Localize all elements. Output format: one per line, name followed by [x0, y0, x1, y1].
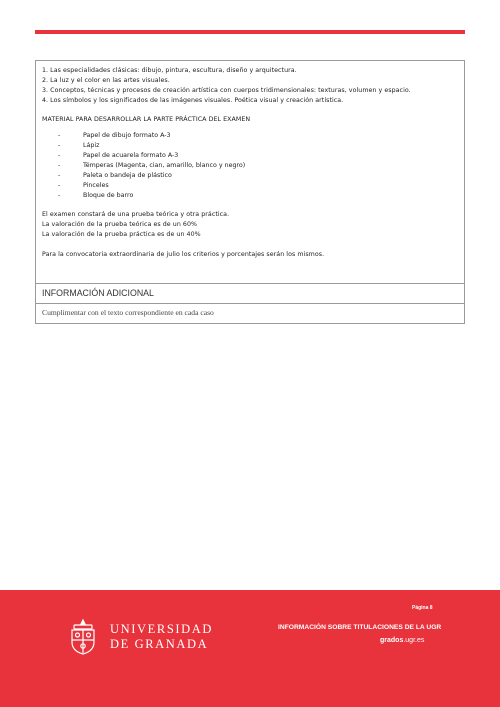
list-item: - Bloque de barro [58, 192, 134, 199]
extraordinary-note: Para la convocatoria extraordinaria de julio los criterios y porcentajes serán los mismos. [42, 251, 325, 258]
theory-weight: La valoración de la prueba teórica es de un 60% [42, 221, 198, 228]
list-item: - Papel de dibujo formato A-3 [58, 132, 171, 139]
exam-structure: El examen constará de una prueba teórica y otra práctica. [42, 211, 230, 218]
list-item: - Témperas (Magenta, cian, amarillo, blanco y negro) [58, 162, 246, 169]
additional-info-heading: INFORMACIÓN ADICIONAL [35, 284, 465, 304]
content-item-3: 3. Conceptos, técnicas y procesos de creación artística con cuerpos tridimensionales: texturas, volumen y espacio. [42, 87, 411, 94]
list-item: - Lápiz [58, 142, 100, 149]
footer-band [0, 590, 500, 707]
list-item: - Pinceles [58, 182, 109, 189]
page-number: Página 8 [412, 605, 433, 611]
content-item-1: 1. Las especialidades clásicas: dibujo, pintura, escultura, diseño y arquitectura. [42, 67, 297, 74]
list-item: - Papel de acuarela formato A-3 [58, 152, 179, 159]
titles-info-heading: INFORMACIÓN SOBRE TITULACIONES DE LA UGR [278, 624, 442, 631]
university-seal-icon [68, 618, 98, 656]
materials-heading: MATERIAL PARA DESARROLLAR LA PARTE PRÁCTICA DEL EXAMEN [42, 116, 251, 123]
grados-link[interactable]: grados.ugr.es [380, 637, 425, 644]
header-rule [35, 30, 465, 34]
exam-content-box [35, 60, 465, 284]
materials-list [42, 131, 458, 201]
additional-info-body: Cumplimentar con el texto correspondiente en cada caso [35, 304, 465, 324]
content-item-2: 2. La luz y el color en las artes visuales. [42, 77, 170, 84]
content-item-4: 4. Los símbolos y los significados de las imágenes visuales. Poética visual y creación artística. [42, 97, 344, 104]
practice-weight: La valoración de la prueba práctica es de un 40% [42, 231, 201, 238]
university-name: UNIVERSIDAD DE GRANADA [110, 622, 214, 651]
list-item: - Paleta o bandeja de plástico [58, 172, 172, 179]
